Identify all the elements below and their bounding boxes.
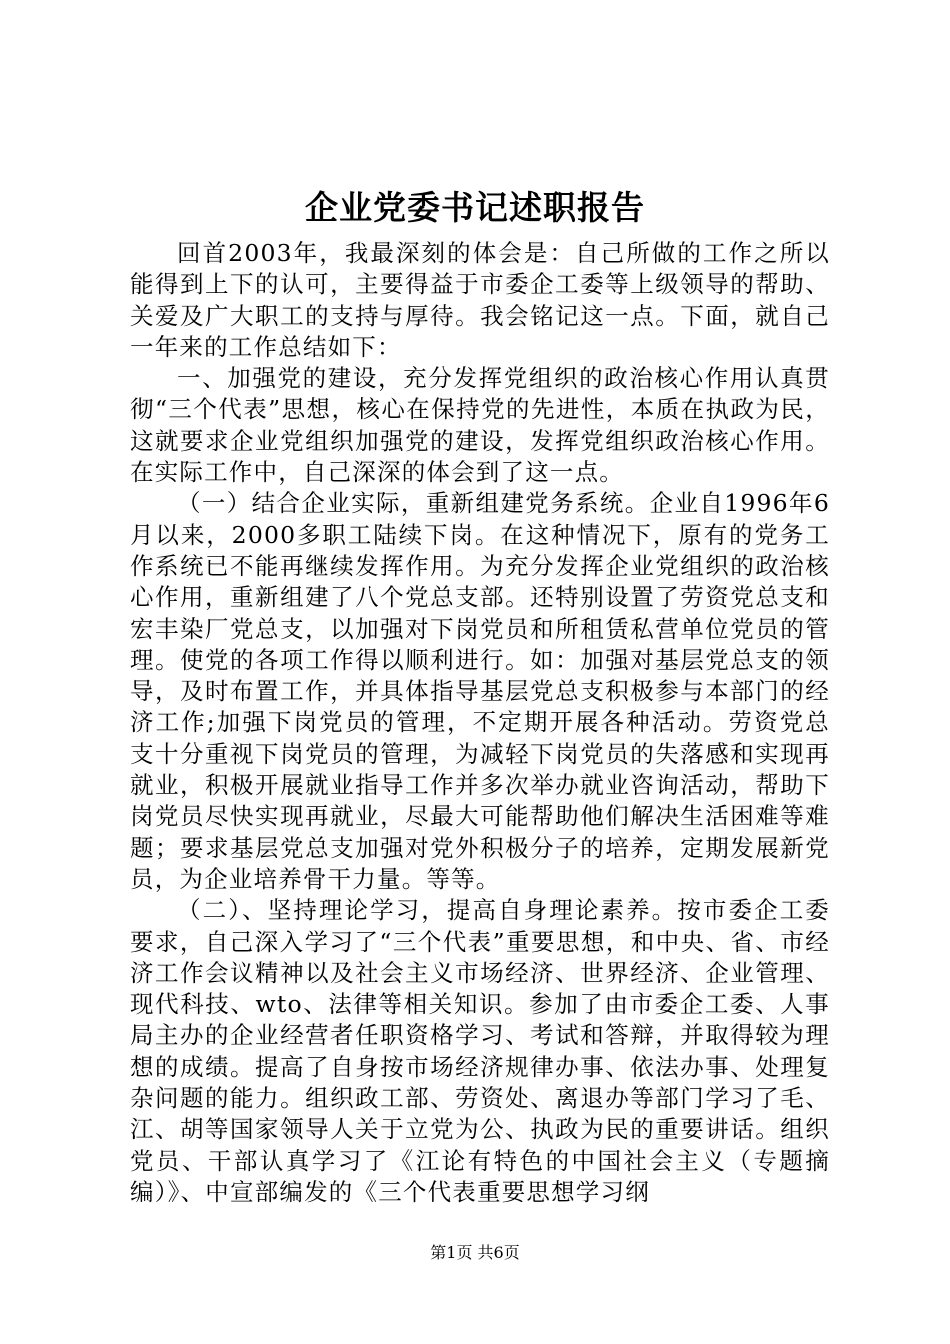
document-title: 企业党委书记述职报告 — [305, 188, 645, 227]
document-body — [130, 238, 830, 1208]
page-number-footer: 第1页 共6页 — [430, 1243, 520, 1262]
paragraph-subsection-1: （一）结合企业实际，重新组建党务系统。企业自1996年6月以来，2000多职工陆续下岗。在这种情况下，原有的党务工作系统已不能再继续发挥作用。为充分发挥企业党组织的政治核心作用，重新组建了八个党总支部。还特别设置了劳资党总支和宏丰染厂党总支，以加强对下岗党员和所租赁私营单位党员的管理。使党的各项工作得以顺利进行。如：加强对基层党总支的领导，及时布置工作，并具体指导基层党总支积极参与本部门的经济工作;加强下岗党员的管理，不定期开展各种活动。劳资党总支十分重视下岗党员的管理，为减轻下岗党员的失落感和实现再就业，积极开展就业指导工作并多次举办就业咨询活动，帮助下岗党员尽快实现再就业，尽最大可能帮助他们解决生活困难等难题；要求基层党总支加强对党外积极分子的培养，定期发展新党员，为企业培养骨干力量。等等。 — [130, 489, 830, 893]
paragraph-subsection-2: （二）、坚持理论学习，提高自身理论素养。按市委企工委要求，自己深入学习了“三个代表”重要思想，和中央、省、市经济工作会议精神以及社会主义市场经济、世界经济、企业管理、现代科技、wto、法律等相关知识。参加了由市委企工委、人事局主办的企业经营者任职资格学习、考试和答辩，并取得较为理想的成绩。提高了自身按市场经济规律办事、依法办事、处理复杂问题的能力。组织政工部、劳资处、离退办等部门学习了毛、江、胡等国家领导人关于立党为公、执政为民的重要讲话。组织党员、干部认真学习了《江论有特色的中国社会主义（专题摘编）》、中宣部编发的《三个代表重要思想学习纲 — [130, 896, 830, 1206]
paragraph-intro: 回首2003年，我最深刻的体会是：自己所做的工作之所以能得到上下的认可，主要得益于市委企工委等上级领导的帮助、关爱及广大职工的支持与厚待。我会铭记这一点。下面，就自己一年来的工作总结如下： — [130, 239, 830, 361]
paragraph-section-1: 一、加强党的建设，充分发挥党组织的政治核心作用认真贯彻“三个代表”思想，核心在保持党的先进性，本质在执政为民，这就要求企业党组织加强党的建设，发挥党组织政治核心作用。在实际工作中，自己深深的体会到了这一点。 — [130, 364, 830, 487]
